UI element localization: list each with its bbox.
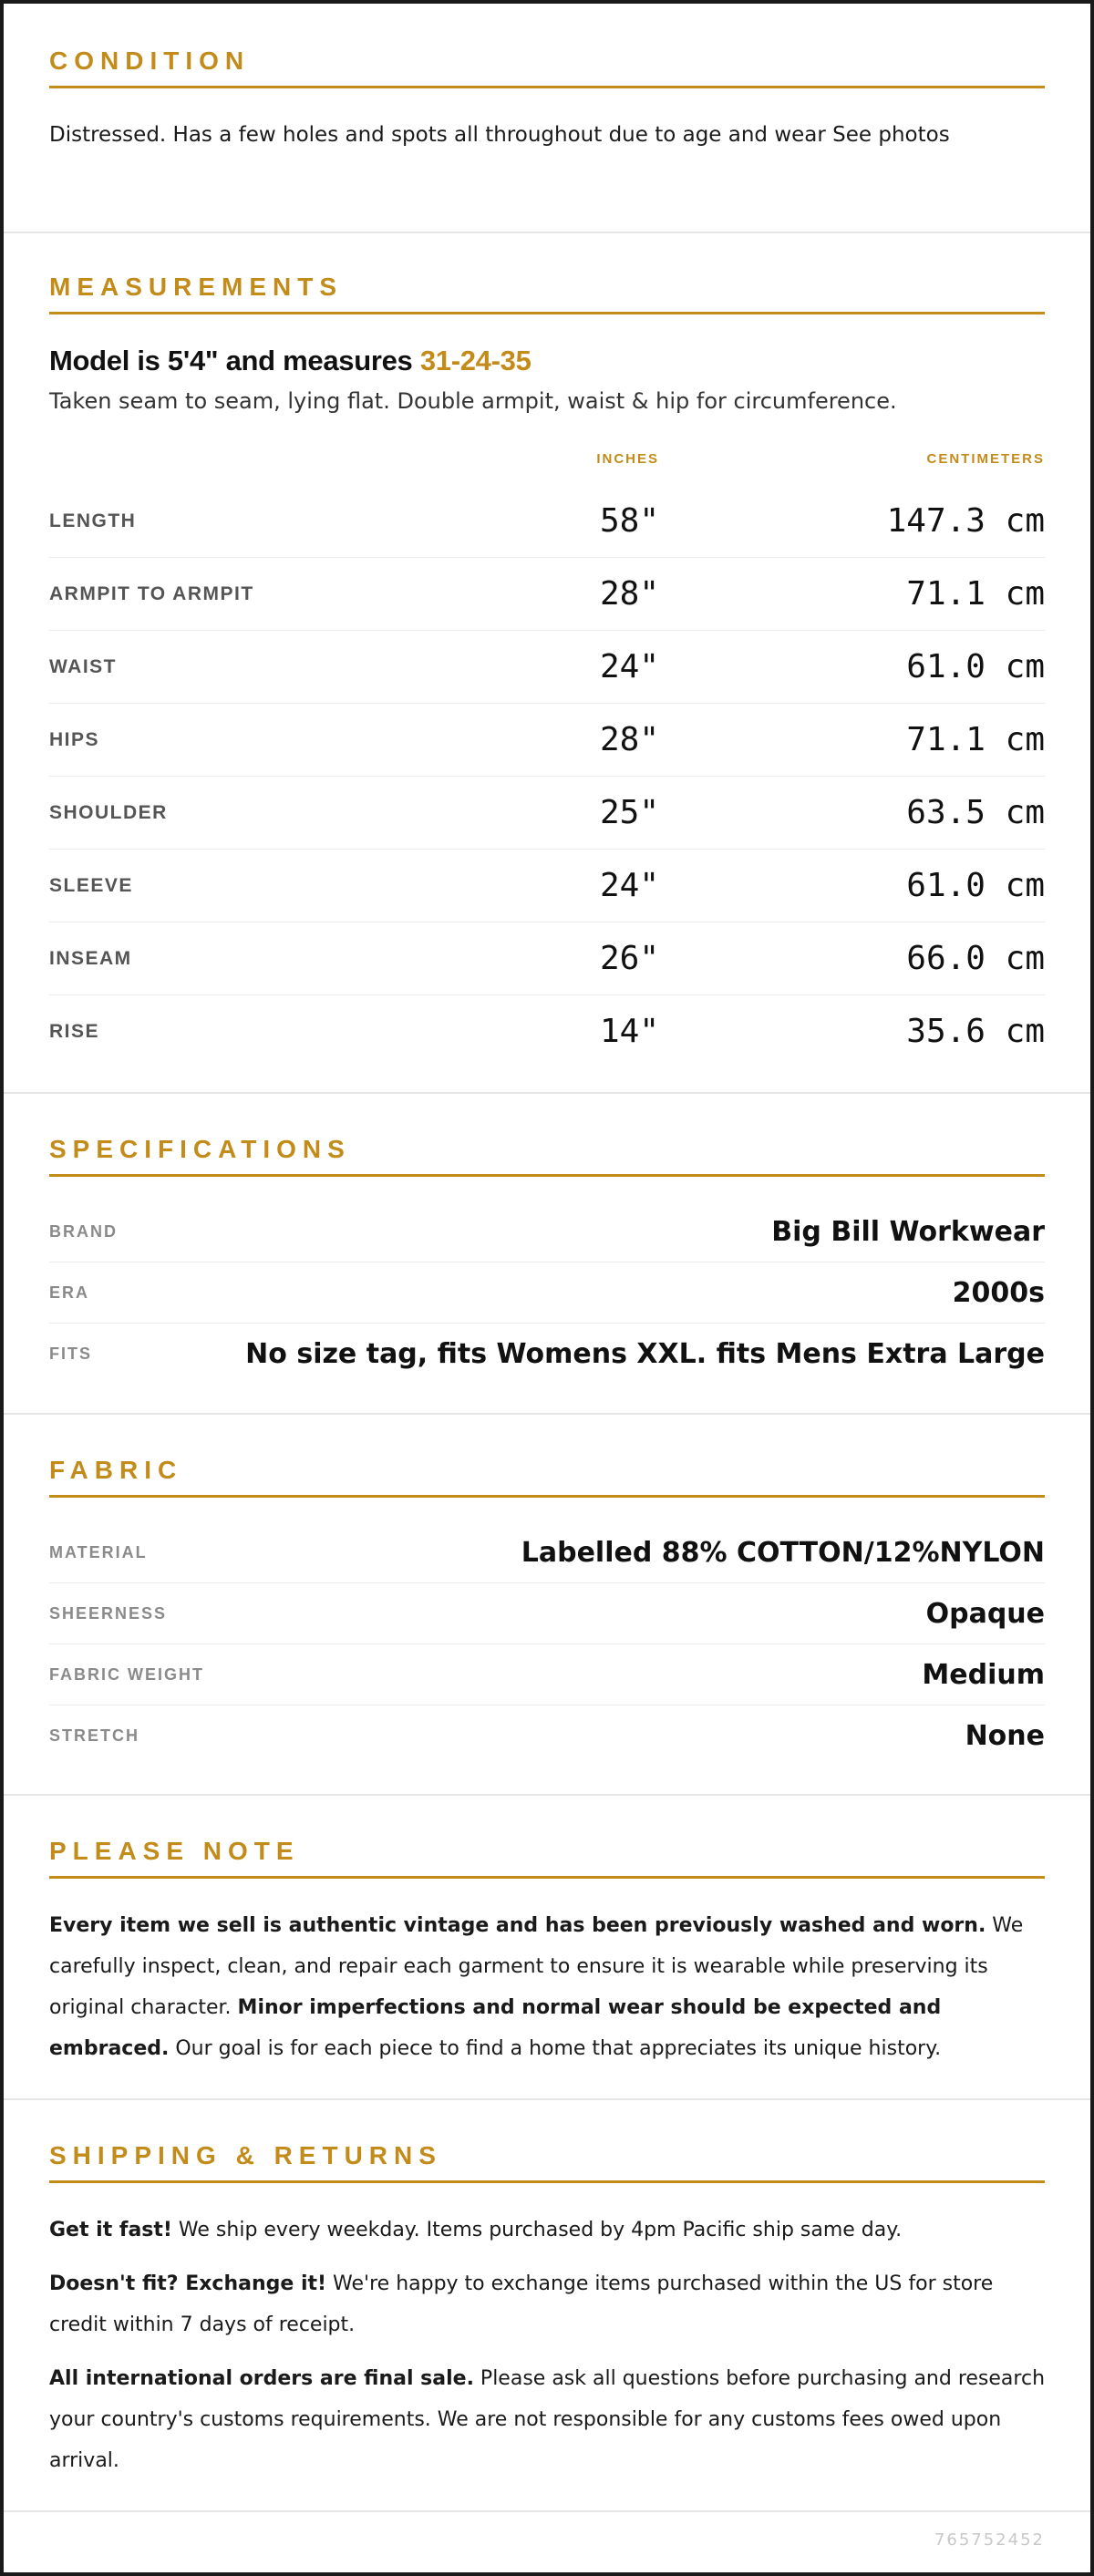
spec-value: 2000s — [952, 1277, 1045, 1309]
shipping-text-1: We ship every weekday. Items purchased by 4pm Pacific ship same day. — [171, 2219, 903, 2241]
condition-section — [4, 4, 1090, 233]
measurement-cm: 61.0 cm — [906, 867, 1045, 904]
measurement-cm: 66.0 cm — [906, 940, 1045, 977]
shipping-bold-3: All international orders are final sale. — [49, 2367, 474, 2390]
specifications-heading: SPECIFICATIONS — [49, 1134, 1045, 1177]
please-note-section — [4, 1796, 1090, 2100]
shipping-text-3: Please ask all questions before purchasing and research your country's customs requirements. We are not responsible for any customs fees owed upon arrival. — [49, 2367, 1046, 2472]
shipping-bold-1: Get it fast! — [49, 2219, 172, 2241]
measurement-cm: 35.6 cm — [906, 1013, 1045, 1050]
measurement-inches: 14" — [599, 1013, 659, 1050]
measurements-heading: MEASUREMENTS — [49, 272, 1045, 314]
spec-value: Big Bill Workwear — [771, 1216, 1045, 1248]
specifications-section — [4, 1094, 1090, 1415]
measurement-label: INSEAM — [49, 948, 132, 969]
measurement-label: HIPS — [49, 729, 100, 750]
measurement-cm: 71.1 cm — [906, 721, 1045, 758]
spec-row — [49, 1262, 1045, 1324]
measurement-inches: 24" — [599, 867, 659, 904]
measurement-row — [49, 850, 1045, 922]
fabric-value: None — [965, 1720, 1045, 1752]
fabric-label: MATERIAL — [49, 1543, 148, 1561]
fabric-heading: FABRIC — [49, 1455, 1045, 1498]
fabric-row — [49, 1705, 1045, 1767]
spec-label: BRAND — [49, 1222, 118, 1241]
shipping-paragraph-2 — [49, 2263, 1045, 2345]
fabric-label: STRETCH — [49, 1726, 139, 1745]
spec-row — [49, 1201, 1045, 1262]
measurement-cm: 147.3 cm — [886, 502, 1045, 540]
spec-value: No size tag, fits Womens XXL. fits Mens Extra Large — [245, 1338, 1045, 1370]
shipping-section — [4, 2100, 1090, 2512]
fabric-row — [49, 1583, 1045, 1644]
shipping-paragraph-3 — [49, 2358, 1045, 2481]
model-measurements — [49, 345, 1045, 377]
measurement-inches: 28" — [599, 721, 659, 758]
measurement-inches: 24" — [599, 648, 659, 685]
model-measures-value: 31-24-35 — [419, 345, 532, 376]
condition-heading: CONDITION — [49, 46, 1045, 88]
measurement-row — [49, 485, 1045, 558]
measurement-cm: 63.5 cm — [906, 794, 1045, 831]
measurement-row — [49, 777, 1045, 850]
please-note-text-1: We carefully inspect, clean, and repair each garment to ensure it is wearable while preserving its original character. — [49, 1914, 1024, 2019]
shipping-bold-2: Doesn't fit? Exchange it! — [49, 2272, 327, 2295]
spec-label: FITS — [49, 1345, 92, 1363]
measurement-inches: 28" — [599, 575, 659, 613]
measurement-inches: 25" — [599, 794, 659, 831]
measurement-row — [49, 922, 1045, 995]
please-note-text-2: Our goal is for each piece to find a home that appreciates its unique history. — [169, 2037, 942, 2060]
measurement-label: WAIST — [49, 656, 117, 677]
spec-label: ERA — [49, 1283, 90, 1302]
measurement-row — [49, 631, 1045, 704]
shipping-text-2: We're happy to exchange items purchased within the US for store credit within 7 days of receipt. — [49, 2272, 994, 2336]
spec-row — [49, 1324, 1045, 1385]
shipping-paragraph-1 — [49, 2210, 1045, 2251]
fabric-label: SHEERNESS — [49, 1604, 168, 1623]
fabric-row — [49, 1644, 1045, 1705]
measurement-row — [49, 704, 1045, 777]
fabric-label: FABRIC WEIGHT — [49, 1665, 204, 1684]
fabric-section — [4, 1415, 1090, 1796]
measurement-label: LENGTH — [49, 510, 137, 531]
inches-column-header: INCHES — [596, 451, 659, 467]
product-id: 765752452 — [934, 2530, 1045, 2550]
measurement-inches: 58" — [599, 502, 659, 540]
measurement-row — [49, 558, 1045, 631]
fabric-value: Opaque — [925, 1598, 1045, 1630]
fabric-value: Labelled 88% COTTON/12%NYLON — [521, 1537, 1045, 1569]
condition-text: Distressed. Has a few holes and spots all throughout due to age and wear See photos — [49, 123, 950, 147]
measurement-label: ARMPIT TO ARMPIT — [49, 583, 254, 604]
measurements-section — [4, 233, 1090, 1094]
measurement-cm: 61.0 cm — [906, 648, 1045, 685]
measuring-note: Taken seam to seam, lying flat. Double armpit, waist & hip for circumference. — [49, 388, 897, 414]
measurement-label: SHOULDER — [49, 802, 168, 823]
please-note-bold-1: Every item we sell is authentic vintage and has been previously washed and worn. — [49, 1914, 986, 1937]
measurement-label: SLEEVE — [49, 875, 133, 896]
fabric-row — [49, 1522, 1045, 1583]
measurement-inches: 26" — [599, 940, 659, 977]
please-note-bold-2: Minor imperfections and normal wear should be expected and embraced. — [49, 1996, 942, 2060]
please-note-heading: PLEASE NOTE — [49, 1836, 1045, 1879]
measurement-row — [49, 995, 1045, 1068]
measurement-cm: 71.1 cm — [906, 575, 1045, 613]
centimeters-column-header: CENTIMETERS — [926, 451, 1045, 467]
fabric-value: Medium — [922, 1659, 1045, 1691]
measurement-label: RISE — [49, 1021, 100, 1042]
please-note-text — [49, 1905, 1045, 2069]
shipping-heading: SHIPPING & RETURNS — [49, 2140, 1045, 2183]
model-prefix: Model is 5'4" and measures — [49, 345, 420, 376]
